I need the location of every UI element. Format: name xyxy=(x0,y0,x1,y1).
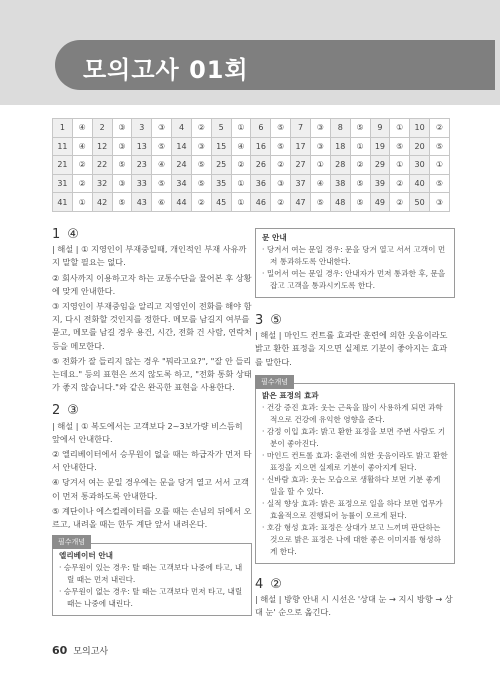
answer-number-cell: 32 xyxy=(92,174,112,193)
answer-choice-cell: ① xyxy=(350,137,370,156)
page-footer xyxy=(52,644,108,657)
answer-choice-cell: ② xyxy=(271,193,291,212)
answer-choice-cell: ① xyxy=(390,156,410,175)
answer-number-cell: 47 xyxy=(291,193,311,212)
answer-choice-cell: ③ xyxy=(191,137,211,156)
answer-choice-cell: ③ xyxy=(430,193,450,212)
answer-row xyxy=(53,193,450,212)
answer-number-cell: 46 xyxy=(251,193,271,212)
concept-item: · 당겨서 여는 문일 경우: 문을 당겨 열고 서서 고객이 먼저 통과하도록 안내한다. xyxy=(262,245,446,266)
answer-number-cell: 4 xyxy=(172,119,192,138)
answer-number-cell: 30 xyxy=(410,156,430,175)
answer-number-cell: 34 xyxy=(172,174,192,193)
concept-item: · 감정 이입 효과: 밝고 환한 표정을 보면 주변 사람도 기분이 좋아진다. xyxy=(262,426,446,448)
answer-choice-cell: ④ xyxy=(72,119,92,138)
explanation-para: ⑤ 계단이나 에스컬레이터를 오를 때는 손님의 뒤에서 오르고, 내려올 때는 한두 계단 앞서 내려온다. xyxy=(52,505,252,530)
answer-choice-cell: ② xyxy=(72,156,92,175)
answer-number-cell: 39 xyxy=(370,174,390,193)
question-answer: ② xyxy=(270,576,283,592)
answer-choice-cell: ⑤ xyxy=(191,156,211,175)
answer-choice-cell: ⑤ xyxy=(271,119,291,138)
answer-number-cell: 9 xyxy=(370,119,390,138)
answer-number-cell: 5 xyxy=(211,119,231,138)
left-column xyxy=(52,228,252,616)
answer-choice-cell: ② xyxy=(191,119,211,138)
answer-number-cell: 21 xyxy=(53,156,73,175)
right-column xyxy=(255,228,455,621)
answer-choice-cell: ② xyxy=(390,193,410,212)
answer-choice-cell: ⑤ xyxy=(271,137,291,156)
door-note-box xyxy=(255,228,455,298)
explanation-para: | 해설 | 마인드 컨트롤 효과란 훈련에 의한 웃음이라도 밝고 환한 표정을 지으면 실제로 기분이 좋아지는 효과를 말한다. xyxy=(255,330,448,367)
answer-number-cell: 42 xyxy=(92,193,112,212)
answer-number-cell: 28 xyxy=(330,156,350,175)
answer-choice-cell: ③ xyxy=(310,137,330,156)
concept-tag: 필수개념 xyxy=(52,535,91,549)
answer-number-cell: 27 xyxy=(291,156,311,175)
concept-item: · 밀어서 여는 문일 경우: 안내자가 먼저 통과한 후, 문을 잡고 고객을 통과시키도록 한다. xyxy=(262,269,446,290)
question-number: 3 xyxy=(255,313,265,328)
answer-row xyxy=(53,119,450,138)
answer-number-cell: 3 xyxy=(132,119,152,138)
answer-choice-cell: ① xyxy=(430,156,450,175)
answer-number-cell: 45 xyxy=(211,193,231,212)
answer-number-cell: 40 xyxy=(410,174,430,193)
concept-item: · 마인드 컨트롤 효과: 훈련에 의한 웃음이라도 밝고 환한 표정을 지으면 실제로 기분이 좋아지게 된다. xyxy=(262,450,448,472)
answer-number-cell: 19 xyxy=(370,137,390,156)
concept-item: · 신바람 효과: 웃는 모습으로 생활하다 보면 기분 좋게 일을 할 수 있다. xyxy=(262,474,441,496)
answer-number-cell: 17 xyxy=(291,137,311,156)
answer-choice-cell: ① xyxy=(231,119,251,138)
question-number: 4 xyxy=(255,576,265,592)
answer-number-cell: 25 xyxy=(211,156,231,175)
answer-number-cell: 50 xyxy=(410,193,430,212)
explanation-para: | 해설 | ① 지영인이 부재중일때, 개인적인 부재 사유까지 말할 필요는 없다. xyxy=(52,244,247,268)
answer-choice-cell: ⑤ xyxy=(152,137,172,156)
answer-number-cell: 33 xyxy=(132,174,152,193)
concept-item: · 호감 형성 효과: 표정은 상대가 보고 느끼며 판단하는 것으로 밝은 표정은 나에 대한 좋은 이미지를 형성하게 한다. xyxy=(262,522,441,556)
question-number: 1 xyxy=(52,227,62,242)
answer-number-cell: 24 xyxy=(172,156,192,175)
title-banner xyxy=(55,40,495,90)
answer-choice-cell: ② xyxy=(390,174,410,193)
answer-choice-cell: ② xyxy=(430,119,450,138)
answer-choice-cell: ⑤ xyxy=(191,174,211,193)
answer-choice-cell: ⑤ xyxy=(430,174,450,193)
answer-grid xyxy=(52,118,450,212)
answer-choice-cell: ⑤ xyxy=(430,137,450,156)
answer-number-cell: 35 xyxy=(211,174,231,193)
question-number: 2 xyxy=(52,403,62,419)
answer-number-cell: 11 xyxy=(53,137,73,156)
answer-choice-cell: ⑤ xyxy=(310,193,330,212)
concept-title: 밝은 표정의 효과 xyxy=(262,390,319,400)
answer-number-cell: 2 xyxy=(92,119,112,138)
answer-choice-cell: ③ xyxy=(152,119,172,138)
explanation-para: ⑤ 전화가 잘 들리지 않는 경우 "뭐라고요?", "잘 안 들리는데요." 등의 표현은 쓰지 않도록 하고, "전화 통화 상태가 좋지 않습니다."와 같은 완곡한 표현을 사용한다. xyxy=(52,355,252,393)
explanation-para: ② 엘리베이터에서 승무원이 없을 때는 하급자가 먼저 타서 안내한다. xyxy=(52,449,252,473)
answer-choice-cell: ④ xyxy=(152,156,172,175)
concept-item: · 건강 증진 효과: 웃는 근육을 많이 사용하게 되면 과학적으로 건강에 유익한 영향을 준다. xyxy=(262,402,443,424)
answer-choice-cell: ③ xyxy=(112,137,132,156)
answer-choice-cell: ② xyxy=(231,156,251,175)
answer-choice-cell: ④ xyxy=(310,174,330,193)
footer-label: 모의고사 xyxy=(73,647,109,657)
answer-row xyxy=(53,137,450,156)
concept-note-box xyxy=(52,538,252,616)
answer-number-cell: 13 xyxy=(132,137,152,156)
explanation-para: | 해설 | 방향 안내 시 시선은 '상대 눈 → 지시 방향 → 상대 눈' 순으로 옮긴다. xyxy=(255,594,453,618)
answer-number-cell: 31 xyxy=(53,174,73,193)
answer-number-cell: 14 xyxy=(172,137,192,156)
answer-choice-cell: ① xyxy=(390,119,410,138)
answer-number-cell: 8 xyxy=(330,119,350,138)
question-answer: ③ xyxy=(67,403,80,419)
explanation-para: ④ 당겨서 여는 문일 경우에는 문을 당겨 열고 서서 고객이 먼저 통과하도록 안내한다. xyxy=(52,477,249,501)
page-number: 60 xyxy=(52,644,68,657)
answer-choice-cell: ④ xyxy=(231,137,251,156)
answer-choice-cell: ⑤ xyxy=(390,137,410,156)
answer-number-cell: 26 xyxy=(251,156,271,175)
question-1-header xyxy=(52,228,252,241)
concept-note-box xyxy=(255,377,455,564)
header-band xyxy=(0,0,500,105)
answer-choice-cell: ① xyxy=(310,156,330,175)
answer-number-cell: 1 xyxy=(53,119,73,138)
answer-number-cell: 41 xyxy=(53,193,73,212)
answer-number-cell: 18 xyxy=(330,137,350,156)
concept-item: · 승무원이 있는 경우: 탈 때는 고객보다 나중에 타고, 내릴 때는 먼저 내린다. xyxy=(59,563,243,585)
answer-choice-cell: ③ xyxy=(271,174,291,193)
answer-number-cell: 6 xyxy=(251,119,271,138)
answer-number-cell: 23 xyxy=(132,156,152,175)
answer-choice-cell: ⑤ xyxy=(152,174,172,193)
answer-number-cell: 12 xyxy=(92,137,112,156)
question-4-header xyxy=(255,578,455,591)
answer-number-cell: 15 xyxy=(211,137,231,156)
concept-item: · 승무원이 없는 경우: 탈 때는 고객보다 먼저 타고, 내릴 때는 나중에 내린다. xyxy=(59,587,243,609)
answer-number-cell: 29 xyxy=(370,156,390,175)
answer-choice-cell: ② xyxy=(350,156,370,175)
answer-number-cell: 48 xyxy=(330,193,350,212)
question-3-header xyxy=(255,314,455,327)
answer-choice-cell: ③ xyxy=(112,174,132,193)
answer-choice-cell: ② xyxy=(271,156,291,175)
answer-choice-cell: ⑥ xyxy=(152,193,172,212)
answer-number-cell: 10 xyxy=(410,119,430,138)
answer-choice-cell: ② xyxy=(72,174,92,193)
question-answer: ④ xyxy=(67,227,80,242)
explanation-para: ③ 지영인이 부재중임을 알리고 지영인이 전화를 해야 함지, 다시 전화할 것인지를 정한다. 메모를 남길지 여부를 묻고, 메모를 남길 경우 용건, 시간, 전화 건 사람, 연락처 등을 메모한다. xyxy=(52,301,252,351)
answer-number-cell: 16 xyxy=(251,137,271,156)
answer-number-cell: 7 xyxy=(291,119,311,138)
answer-number-cell: 36 xyxy=(251,174,271,193)
answer-number-cell: 38 xyxy=(330,174,350,193)
answer-choice-cell: ① xyxy=(72,193,92,212)
concept-title: 문 안내 xyxy=(262,233,287,242)
page-title: 모의고사 01회 xyxy=(83,56,249,84)
answer-choice-cell: ④ xyxy=(72,137,92,156)
answer-choice-cell: ③ xyxy=(310,119,330,138)
answer-choice-cell: ⑤ xyxy=(350,119,370,138)
question-answer: ⑤ xyxy=(270,313,283,328)
answer-choice-cell: ① xyxy=(231,174,251,193)
answer-number-cell: 49 xyxy=(370,193,390,212)
answer-number-cell: 44 xyxy=(172,193,192,212)
answer-number-cell: 37 xyxy=(291,174,311,193)
explanation-para: | 해설 | ① 복도에서는 고객보다 2~3보가량 비스듬히 앞에서 안내한다. xyxy=(52,420,243,444)
answer-number-cell: 43 xyxy=(132,193,152,212)
answer-choice-cell: ⑤ xyxy=(350,193,370,212)
answer-row xyxy=(53,156,450,175)
answer-row xyxy=(53,174,450,193)
answer-choice-cell: ⑤ xyxy=(112,193,132,212)
concept-tag: 필수개념 xyxy=(255,375,294,389)
explanation-para: ② 회사까지 이용하고자 하는 교통수단을 물어본 후 상황에 맞게 안내한다. xyxy=(52,272,252,296)
answer-number-cell: 20 xyxy=(410,137,430,156)
answer-choice-cell: ① xyxy=(231,193,251,212)
answer-choice-cell: ② xyxy=(191,193,211,212)
answer-number-cell: 22 xyxy=(92,156,112,175)
answer-choice-cell: ③ xyxy=(112,119,132,138)
answer-choice-cell: ⑤ xyxy=(112,156,132,175)
answer-choice-cell: ⑤ xyxy=(350,174,370,193)
question-2-header xyxy=(52,404,252,417)
concept-item: · 실적 향상 효과: 밝은 표정으로 일을 하다 보면 업무가 효율적으로 진행되어 능률이 오르게 된다. xyxy=(262,498,443,520)
concept-title: 엘리베이터 안내 xyxy=(59,551,113,561)
